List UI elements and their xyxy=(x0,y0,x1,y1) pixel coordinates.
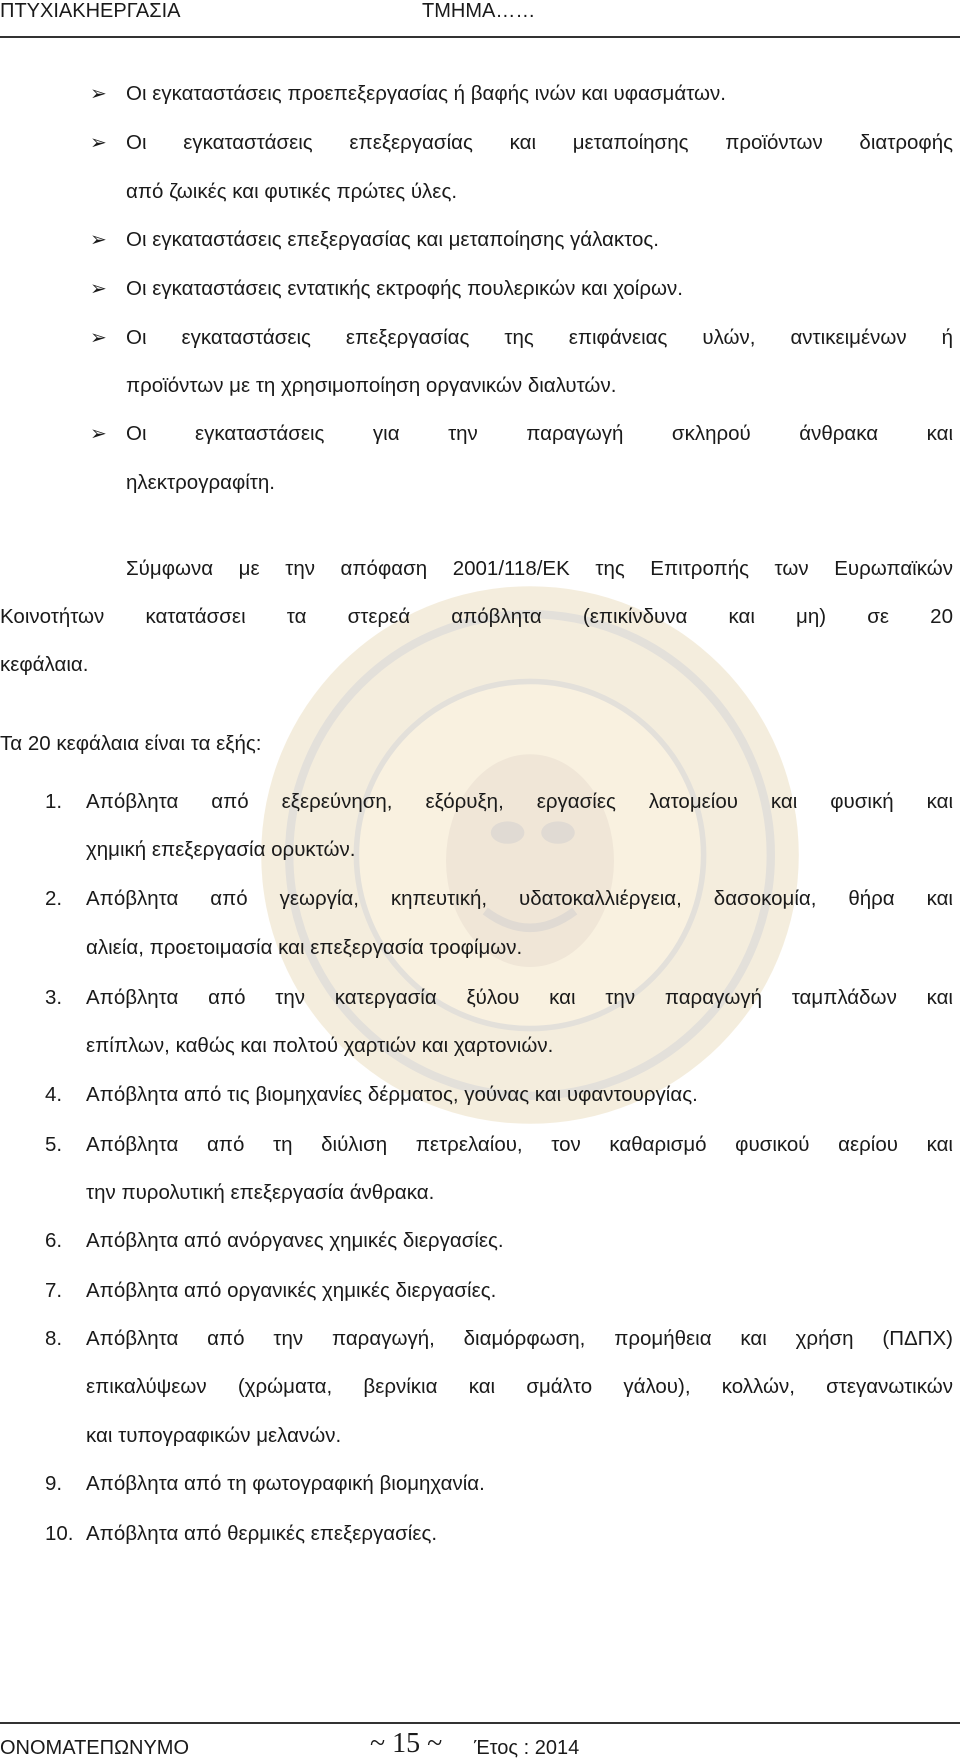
chapter-item-line: Απόβλητα από την παραγωγή, διαμόρφωση, προμήθεια και χρήση (ΠΔΠΧ) xyxy=(86,1327,953,1350)
chapter-number: 4. xyxy=(45,1083,63,1106)
bullet-arrow-icon: ➢ xyxy=(90,83,107,105)
paragraph-line: Σύμφωνα με την απόφαση 2001/118/ΕΚ της Επιτροπής των Ευρωπαϊκών xyxy=(126,557,953,580)
chapter-item-line: χημική επεξεργασία ορυκτών. xyxy=(86,838,356,861)
chapters-intro: Τα 20 κεφάλαια είναι τα εξής: xyxy=(0,732,262,755)
chapter-number: 5. xyxy=(45,1133,63,1156)
bullet-item-line: Οι εγκαταστάσεις προεπεξεργασίας ή βαφής ινών και υφασμάτων. xyxy=(126,82,726,105)
chapter-item-line: Απόβλητα από την κατεργασία ξύλου και την παραγωγή ταμπλάδων και xyxy=(86,986,953,1009)
bullet-arrow-icon: ➢ xyxy=(90,132,107,154)
chapter-number: 2. xyxy=(45,887,63,910)
chapter-number: 8. xyxy=(45,1327,63,1350)
bullet-arrow-icon: ➢ xyxy=(90,229,107,251)
chapter-item-line: Απόβλητα από ανόργανες χημικές διεργασίες. xyxy=(86,1229,504,1252)
bullet-item-line: από ζωικές και φυτικές πρώτες ύλες. xyxy=(126,180,458,203)
chapter-item-line: την πυρολυτική επεξεργασία άνθρακα. xyxy=(86,1181,435,1204)
chapter-number: 7. xyxy=(45,1279,63,1302)
chapter-item-line: Απόβλητα από οργανικές χημικές διεργασίες. xyxy=(86,1279,497,1302)
bullet-item-line: Οι εγκαταστάσεις επεξεργασίας της επιφάνειας υλών, αντικειμένων ή xyxy=(126,326,953,349)
chapter-item-line: Απόβλητα από θερμικές επεξεργασίες. xyxy=(86,1522,438,1545)
chapter-item-line: Απόβλητα από γεωργία, κηπευτική, υδατοκαλλιέργεια, δασοκομία, θήρα και xyxy=(86,887,953,910)
chapter-item-line: Απόβλητα από τη διύλιση πετρελαίου, τον καθαρισμό φυσικού αερίου και xyxy=(86,1133,953,1156)
bullet-item-line: Οι εγκαταστάσεις για την παραγωγή σκληρού άνθρακα και xyxy=(126,422,953,445)
chapter-number: 6. xyxy=(45,1229,63,1252)
bullet-item-line: προϊόντων με τη χρησιμοποίηση οργανικών διαλυτών. xyxy=(126,374,617,397)
bullet-arrow-icon: ➢ xyxy=(90,278,107,300)
footer-divider xyxy=(0,1722,960,1724)
chapter-item-line: αλιεία, προετοιμασία και επεξεργασία τροφίμων. xyxy=(86,936,523,959)
page-number: ~ 15 ~ xyxy=(370,1728,443,1759)
chapter-item-line: επίπλων, καθώς και πολτού χαρτιών και χαρτονιών. xyxy=(86,1034,554,1057)
paragraph-line: Κοινοτήτων κατατάσσει τα στερεά απόβλητα (επικίνδυνα και μη) σε 20 xyxy=(0,605,953,628)
chapter-item-line: και τυπογραφικών μελανών. xyxy=(86,1424,342,1447)
footer-name: ΟΝΟΜΑΤΕΠΩΝΥΜΟ xyxy=(0,1737,190,1759)
bullet-item-line: Οι εγκαταστάσεις επεξεργασίας και μεταποίησης προϊόντων διατροφής xyxy=(126,131,953,154)
header-department: ΤΜΗΜΑ…… xyxy=(422,0,536,22)
chapter-item-line: επικαλύψεων (χρώματα, βερνίκια και σμάλτο γάλου), κολλών, στεγανωτικών xyxy=(86,1375,953,1398)
bullet-item-line: Οι εγκαταστάσεις επεξεργασίας και μεταποίησης γάλακτος. xyxy=(126,228,659,251)
chapter-item-line: Απόβλητα από τη φωτογραφική βιομηχανία. xyxy=(86,1472,485,1495)
chapter-number: 1. xyxy=(45,790,63,813)
bullet-item-line: Οι εγκαταστάσεις εντατικής εκτροφής πουλερικών και χοίρων. xyxy=(126,277,683,300)
chapter-item-line: Απόβλητα από εξερεύνηση, εξόρυξη, εργασίες λατομείου και φυσική και xyxy=(86,790,953,813)
bullet-arrow-icon: ➢ xyxy=(90,327,107,349)
paragraph-line: κεφάλαια. xyxy=(0,653,89,676)
bullet-item-line: ηλεκτρογραφίτη. xyxy=(126,471,276,494)
header-divider xyxy=(0,36,960,38)
chapter-number: 10. xyxy=(45,1522,74,1545)
bullet-arrow-icon: ➢ xyxy=(90,423,107,445)
page-header xyxy=(0,0,960,40)
footer-year: Έτος : 2014 xyxy=(474,1737,580,1759)
chapter-item-line: Απόβλητα από τις βιομηχανίες δέρματος, γούνας και υφαντουργίας. xyxy=(86,1083,698,1106)
chapter-number: 3. xyxy=(45,986,63,1009)
chapter-number: 9. xyxy=(45,1472,63,1495)
header-thesis-title: ΠΤΥΧΙΑΚΗΕΡΓΑΣΙΑ xyxy=(0,0,181,22)
